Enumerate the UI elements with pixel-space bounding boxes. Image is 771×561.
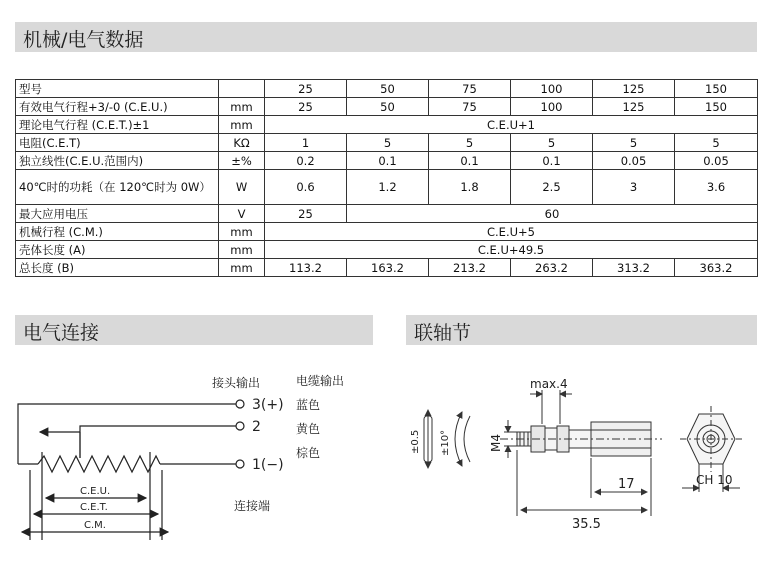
row-unit: ±%	[219, 152, 265, 170]
cell: 263.2	[511, 259, 593, 277]
cell: 25	[265, 98, 347, 116]
row-unit: mm	[219, 116, 265, 134]
section-header-connection	[15, 315, 373, 345]
table-row	[16, 152, 758, 170]
wire-pin2	[80, 426, 236, 458]
cell: 0.1	[511, 152, 593, 170]
pin3-label: 3(+)	[252, 397, 284, 413]
pin2-label: 2	[252, 419, 261, 435]
cell: 1	[265, 134, 347, 152]
row-label: 电阻(C.E.T)	[16, 134, 219, 152]
pm10-label: ±10°	[440, 429, 451, 456]
cell: 0.2	[265, 152, 347, 170]
cell: 75	[429, 80, 511, 98]
dim-cet: C.E.T.	[80, 502, 108, 513]
table-row	[16, 205, 758, 223]
color2-label: 黄色	[296, 422, 321, 436]
table-row	[16, 241, 758, 259]
cell: 5	[593, 134, 675, 152]
cell: 363.2	[675, 259, 758, 277]
cell: 75	[429, 98, 511, 116]
m4-label: M4	[489, 434, 503, 452]
dim17-label: 17	[618, 477, 635, 492]
row-label: 型号	[16, 80, 219, 98]
cell: 3	[593, 170, 675, 205]
cell: 5	[511, 134, 593, 152]
cell-span: C.E.U+1	[265, 116, 758, 134]
ch10-label: CH 10	[696, 473, 733, 487]
cell: 1.8	[429, 170, 511, 205]
color1-label: 棕色	[296, 446, 321, 460]
color3-label: 蓝色	[296, 398, 321, 412]
pin1-terminal	[236, 460, 244, 468]
terminal-label: 连接端	[234, 499, 271, 513]
wiring-diagram	[0, 360, 390, 560]
coupling-drawing	[400, 360, 765, 555]
section-title: 电气连接	[23, 322, 100, 344]
row-label: 40℃时的功耗（在 120℃时为 0W）	[16, 170, 219, 205]
cell-span: C.E.U+49.5	[265, 241, 758, 259]
section-title: 机械/电气数据	[23, 29, 144, 51]
cell: 25	[265, 80, 347, 98]
pm05-label: ±0.5	[410, 429, 421, 454]
resistor	[38, 456, 160, 472]
row-unit: V	[219, 205, 265, 223]
table-row	[16, 134, 758, 152]
row-unit: mm	[219, 259, 265, 277]
cell: 125	[593, 80, 675, 98]
spec-table	[15, 79, 758, 277]
pin3-terminal	[236, 400, 244, 408]
table-row	[16, 116, 758, 134]
cell: 100	[511, 98, 593, 116]
row-unit: mm	[219, 241, 265, 259]
dim355-label: 35.5	[572, 517, 601, 532]
cell: 0.1	[429, 152, 511, 170]
cell: 100	[511, 80, 593, 98]
section-title: 联轴节	[414, 322, 472, 344]
cell: 5	[347, 134, 429, 152]
section-header-mech-elec	[15, 22, 757, 52]
cell: 213.2	[429, 259, 511, 277]
max-label: max.4	[530, 377, 568, 391]
cell: 25	[265, 205, 347, 223]
row-unit: mm	[219, 223, 265, 241]
cell: 0.05	[593, 152, 675, 170]
cell: 113.2	[265, 259, 347, 277]
connector-header: 接头输出	[212, 376, 261, 390]
cell: 125	[593, 98, 675, 116]
table-row	[16, 170, 758, 205]
cell: 150	[675, 80, 758, 98]
wire-pin3	[18, 404, 236, 464]
cell-span: 60	[347, 205, 758, 223]
row-label: 壳体长度 (A)	[16, 241, 219, 259]
cell: 5	[429, 134, 511, 152]
row-label: 理论电气行程 (C.E.T.)±1	[16, 116, 219, 134]
dim-cm: C.M.	[84, 520, 106, 531]
cell: 0.1	[347, 152, 429, 170]
pin2-terminal	[236, 422, 244, 430]
row-label: 独立线性(C.E.U.范围内)	[16, 152, 219, 170]
cell-span: C.E.U+5	[265, 223, 758, 241]
cell: 0.05	[675, 152, 758, 170]
cell: 5	[675, 134, 758, 152]
row-unit: KΩ	[219, 134, 265, 152]
table-row	[16, 259, 758, 277]
row-label: 机械行程 (C.M.)	[16, 223, 219, 241]
cell: 2.5	[511, 170, 593, 205]
cell: 3.6	[675, 170, 758, 205]
row-unit: W	[219, 170, 265, 205]
cell: 1.2	[347, 170, 429, 205]
row-unit	[219, 80, 265, 98]
dim-ceu: C.E.U.	[80, 486, 111, 497]
table-row	[16, 80, 758, 98]
cell: 163.2	[347, 259, 429, 277]
row-label: 最大应用电压	[16, 205, 219, 223]
pin1-label: 1(−)	[252, 457, 284, 473]
table-row	[16, 223, 758, 241]
cell: 0.6	[265, 170, 347, 205]
cable-header: 电缆输出	[296, 374, 345, 388]
row-unit: mm	[219, 98, 265, 116]
section-header-coupling	[406, 315, 757, 345]
cell: 50	[347, 98, 429, 116]
table-row	[16, 98, 758, 116]
row-label: 有效电气行程+3/-0 (C.E.U.)	[16, 98, 219, 116]
row-label: 总长度 (B)	[16, 259, 219, 277]
cell: 313.2	[593, 259, 675, 277]
cell: 50	[347, 80, 429, 98]
cell: 150	[675, 98, 758, 116]
